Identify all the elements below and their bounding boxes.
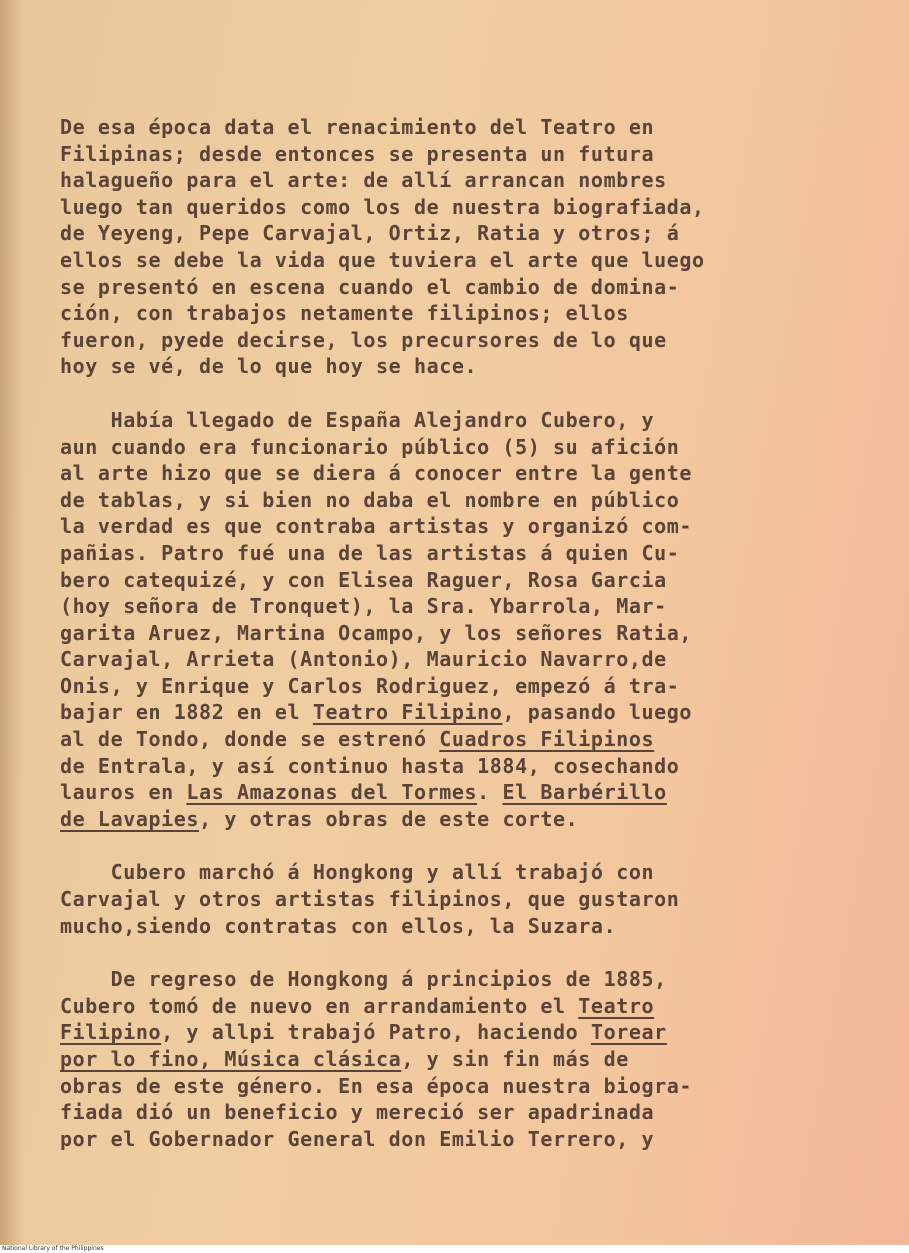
text-segment: de Yeyeng, Pepe Carvajal, Ortiz, Ratia y otros; á bbox=[60, 221, 680, 246]
text-segment: obras de este género. En esa época nuestra biogra- bbox=[60, 1073, 693, 1098]
text-segment: garita Aruez, Martina Ocampo, y los señores Ratia, bbox=[60, 620, 693, 645]
text-segment: . bbox=[477, 780, 503, 805]
text-line bbox=[60, 194, 860, 221]
text-line bbox=[60, 141, 860, 168]
paragraph bbox=[60, 407, 860, 833]
text-line bbox=[60, 167, 860, 194]
text-line bbox=[60, 913, 860, 940]
text-segment: Filipinas; desde entonces se presenta un futura bbox=[60, 141, 655, 166]
text-line bbox=[60, 993, 860, 1020]
text-line bbox=[60, 274, 860, 301]
text-line bbox=[60, 407, 860, 434]
text-line bbox=[60, 567, 860, 594]
text-segment: hoy se vé, de lo que hoy se hace. bbox=[60, 354, 478, 379]
text-segment: por el Gobernador General don Emilio Terrero, y bbox=[60, 1126, 655, 1151]
text-line bbox=[60, 1019, 860, 1046]
text-segment: , y otras obras de este corte. bbox=[199, 806, 579, 831]
text-line bbox=[60, 779, 860, 806]
text-line bbox=[60, 513, 860, 540]
text-line bbox=[60, 966, 860, 993]
text-line bbox=[60, 353, 860, 380]
text-segment: ción, con trabajos netamente filipinos; ellos bbox=[60, 301, 629, 326]
text-segment: mucho,siendo contratas con ellos, la Suzara. bbox=[60, 913, 617, 938]
text-segment: fueron, pyede decirse, los precursores de lo que bbox=[60, 327, 667, 352]
text-line bbox=[60, 1073, 860, 1100]
text-segment: halagueño para el arte: de allí arrancan nombres bbox=[60, 168, 667, 193]
text-line bbox=[60, 620, 860, 647]
underlined-title: de Lavapies bbox=[60, 806, 200, 831]
text-segment: al de Tondo, donde se estrenó bbox=[60, 727, 440, 752]
text-line bbox=[60, 1126, 860, 1153]
text-segment: pañias. Patro fué una de las artistas á quien Cu- bbox=[60, 540, 680, 565]
text-line bbox=[60, 114, 860, 141]
text-segment: (hoy señora de Tronquet), la Sra. Ybarrola, Mar- bbox=[60, 594, 667, 619]
body-text bbox=[60, 114, 860, 1179]
text-segment: bajar en 1882 en el bbox=[60, 700, 313, 725]
text-segment: de Entrala, y así continuo hasta 1884, cosechando bbox=[60, 753, 680, 778]
text-line bbox=[60, 646, 860, 673]
underlined-title: Filipino bbox=[60, 1020, 162, 1045]
text-segment: De esa época data el renacimiento del Teatro en bbox=[60, 115, 655, 139]
text-segment: Cubero marchó á Hongkong y allí trabajó con bbox=[60, 860, 655, 885]
text-segment: , pasando luego bbox=[502, 700, 693, 725]
text-segment: Cubero tomó de nuevo en arrandamiento el bbox=[60, 993, 579, 1018]
underlined-title: El Barbérillo bbox=[502, 780, 667, 805]
text-line bbox=[60, 1099, 860, 1126]
underlined-title: Teatro Filipino bbox=[312, 700, 503, 725]
text-segment: la verdad es que contraba artistas y organizó com- bbox=[60, 514, 693, 539]
text-line bbox=[60, 327, 860, 354]
text-line bbox=[60, 806, 860, 833]
text-segment: Onis, y Enrique y Carlos Rodriguez, empezó á tra- bbox=[60, 673, 680, 698]
text-line bbox=[60, 726, 860, 753]
text-segment: al arte hizo que se diera á conocer entre la gente bbox=[60, 461, 693, 486]
text-line bbox=[60, 434, 860, 461]
underlined-title: Las Amazonas del Tormes bbox=[186, 780, 478, 805]
text-line bbox=[60, 247, 860, 274]
text-line bbox=[60, 753, 860, 780]
text-segment: de tablas, y si bien no daba el nombre en público bbox=[60, 487, 680, 512]
text-line bbox=[60, 1046, 860, 1073]
paragraph bbox=[60, 114, 860, 380]
text-line bbox=[60, 886, 860, 913]
text-line bbox=[60, 487, 860, 514]
text-line bbox=[60, 300, 860, 327]
paragraph bbox=[60, 859, 860, 939]
text-line bbox=[60, 859, 860, 886]
text-line bbox=[60, 593, 860, 620]
text-segment: luego tan queridos como los de nuestra biografiada, bbox=[60, 194, 705, 219]
library-credit: National Library of the Philippines bbox=[2, 1245, 104, 1252]
text-segment: ellos se debe la vida que tuviera el arte que luego bbox=[60, 247, 705, 272]
underlined-title: por lo fino, Música clásica bbox=[60, 1047, 402, 1071]
text-line bbox=[60, 673, 860, 700]
footer-bar bbox=[0, 1245, 909, 1253]
binding-shadow bbox=[0, 0, 24, 1245]
text-segment: se presentó en escena cuando el cambio de domina- bbox=[60, 274, 680, 299]
text-line bbox=[60, 699, 860, 726]
text-segment: bero catequizé, y con Elisea Raguer, Rosa Garcia bbox=[60, 567, 667, 592]
text-segment: De regreso de Hongkong á principios de 1885, bbox=[60, 967, 667, 992]
underlined-title: Cuadros Filipinos bbox=[439, 727, 655, 752]
text-segment: aun cuando era funcionario público (5) su afición bbox=[60, 434, 680, 459]
text-line bbox=[60, 540, 860, 567]
paragraph bbox=[60, 966, 860, 1152]
underlined-title: Teatro bbox=[578, 993, 655, 1018]
underlined-title: Torear bbox=[590, 1020, 667, 1045]
text-segment: lauros en bbox=[60, 780, 187, 805]
text-line bbox=[60, 460, 860, 487]
text-segment: fiada dió un beneficio y mereció ser apadrinada bbox=[60, 1100, 655, 1125]
text-segment: Había llegado de España Alejandro Cubero, y bbox=[60, 407, 655, 432]
text-segment: , y allpi trabajó Patro, haciendo bbox=[161, 1020, 591, 1045]
text-line bbox=[60, 220, 860, 247]
text-segment: , y sin fin más de bbox=[401, 1047, 629, 1071]
text-segment: Carvajal y otros artistas filipinos, que gustaron bbox=[60, 887, 680, 912]
text-segment: Carvajal, Arrieta (Antonio), Mauricio Navarro,de bbox=[60, 647, 667, 672]
